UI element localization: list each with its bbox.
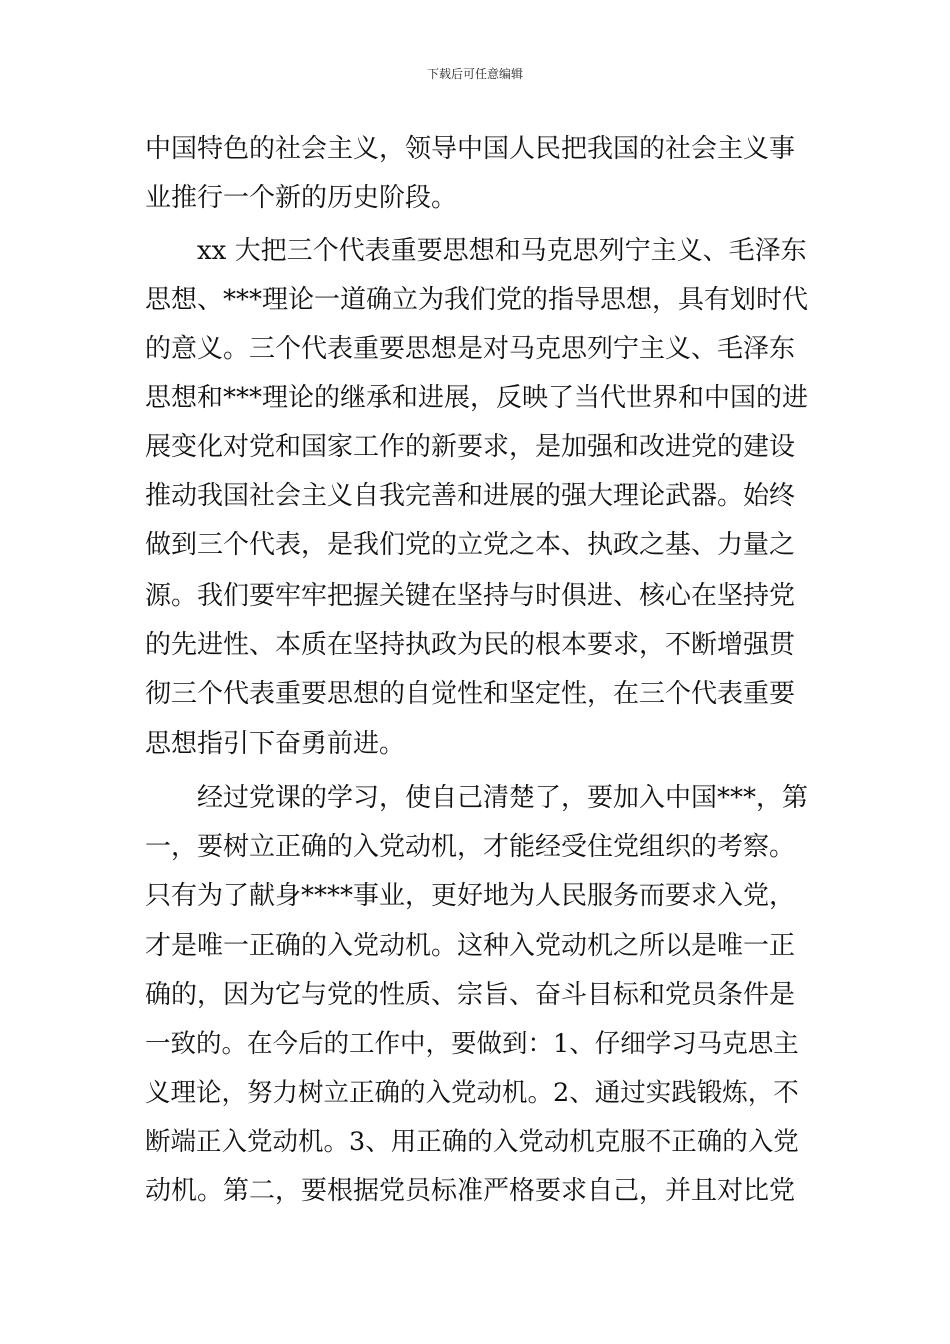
- text-line: 源。我们要牢牢把握关键在坚持与时俱进、核心在坚持党: [145, 581, 796, 611]
- text-line: 断端正入党动机。3、用正确的入党动机克服不正确的入党: [145, 1127, 799, 1157]
- text-line: 一，要树立正确的入党动机，才能经受住党组织的考察。: [145, 832, 796, 862]
- text-line: 展变化对党和国家工作的新要求，是加强和改进党的建设: [145, 432, 796, 462]
- text-line: 业推行一个新的历史阶段。: [145, 183, 458, 213]
- text-line: 中国特色的社会主义，领导中国人民把我国的社会主义事: [145, 134, 796, 164]
- paragraph-start-line: 经过党课的学习，使自己清楚了，要加入中国***，第: [197, 783, 809, 813]
- text-line: 思想指引下奋勇前进。: [145, 729, 406, 759]
- text-line: 只有为了献身****事业，更好地为人民服务而要求入党，: [145, 881, 796, 911]
- text-line: 做到三个代表，是我们党的立党之本、执政之基、力量之: [145, 530, 796, 560]
- page-header: 下载后可任意编辑: [426, 67, 523, 81]
- text-line: 思想、***理论一道确立为我们党的指导思想，具有划时代: [145, 285, 809, 315]
- text-line: 义理论，努力树立正确的入党动机。2、通过实践锻炼，不: [145, 1078, 799, 1108]
- text-line: 才是唯一正确的入党动机。这种入党动机之所以是唯一正: [145, 931, 796, 961]
- text-line: 的先进性、本质在坚持执政为民的根本要求，不断增强贯: [145, 630, 796, 660]
- text-line: 确的，因为它与党的性质、宗旨、奋斗目标和党员条件是: [145, 980, 796, 1010]
- text-line: 思想和***理论的继承和进展，反映了当代世界和中国的进: [145, 383, 809, 413]
- text-line: 一致的。在今后的工作中，要做到：1、仔细学习马克思主: [145, 1029, 799, 1059]
- text-line: 的意义。三个代表重要思想是对马克思列宁主义、毛泽东: [145, 334, 796, 364]
- paragraph-start-line: xx 大把三个代表重要思想和马克思列宁主义、毛泽东: [197, 236, 807, 266]
- text-line: 彻三个代表重要思想的自觉性和坚定性，在三个代表重要: [145, 679, 796, 709]
- text-line: 推动我国社会主义自我完善和进展的强大理论武器。始终: [145, 481, 796, 511]
- text-line: 动机。第二，要根据党员标准严格要求自己，并且对比党: [145, 1176, 796, 1206]
